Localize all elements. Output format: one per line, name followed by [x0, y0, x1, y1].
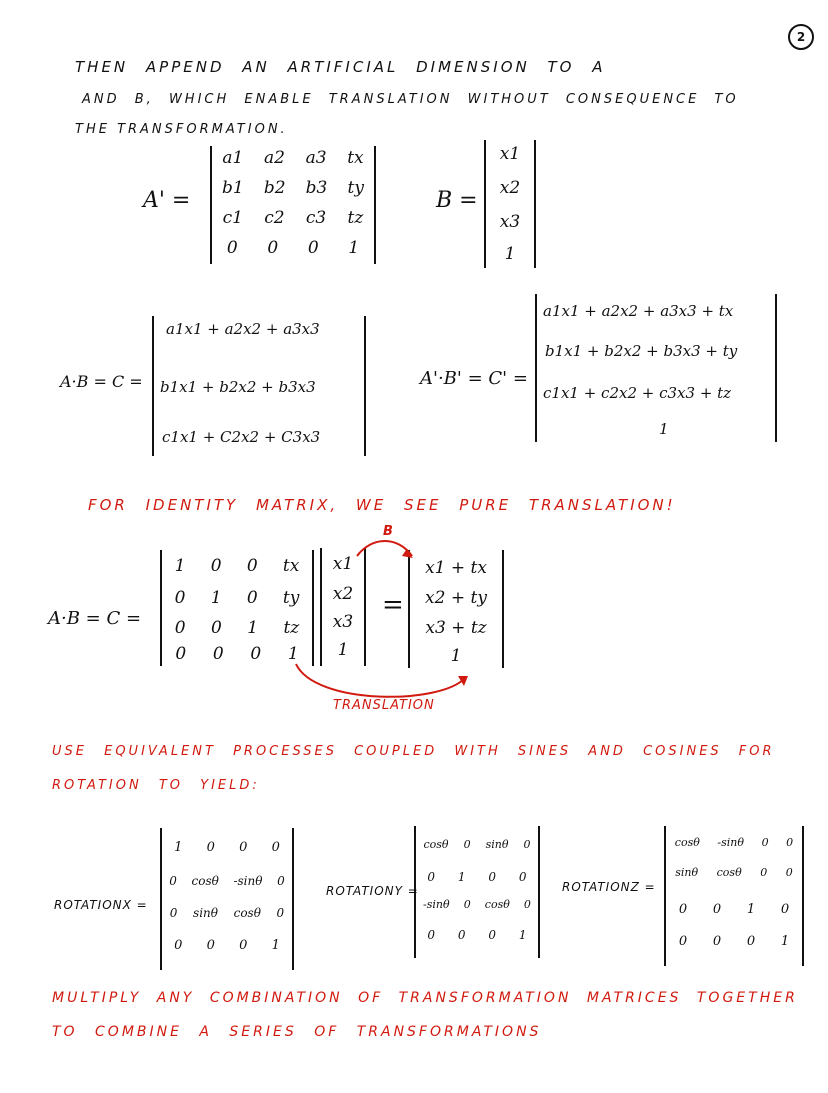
tmat-cell: 1 [210, 588, 222, 608]
intro-line-3: THE TRANSFORMATION. [75, 122, 288, 137]
aprime-cell: c3 [305, 208, 327, 228]
tvec-cell: 1 [337, 640, 349, 660]
aprime-cell: 1 [348, 238, 360, 258]
rotx-cell: 1 [271, 938, 280, 953]
arrow-top-label: B [383, 524, 396, 539]
aprime-label: A' = [143, 188, 191, 213]
aprime-cell: tz [347, 208, 364, 228]
rotz-cell: 0 [761, 836, 769, 849]
tmat-cell: 1 [287, 644, 299, 664]
tmat-cell: 0 [212, 644, 224, 664]
roty-label: ROTATIONY = [326, 884, 419, 898]
bvec-cell: x2 [499, 178, 521, 198]
aprime-cell: b2 [263, 178, 286, 198]
tmat-cell: 0 [210, 618, 222, 638]
rotz-cell: 0 [746, 934, 756, 949]
tvec-cell: x1 [332, 554, 354, 574]
roty-cell: 0 [523, 838, 531, 851]
tmat-cell: 0 [250, 644, 262, 664]
abc-row: c1x1 + C2x2 + C3x3 [162, 428, 321, 446]
aprime-cell: a2 [263, 148, 285, 168]
rotz-cell: 0 [780, 902, 790, 917]
rotx-row [162, 906, 292, 920]
roty-cell: 0 [523, 898, 531, 911]
tmat-cell: 0 [175, 644, 187, 664]
rotx-row [162, 840, 292, 855]
rotx-cell: 0 [206, 840, 215, 855]
roty-cell: sinθ [485, 838, 509, 851]
intro-line-2: AND B, WHICH ENABLE TRANSLATION WITHOUT CONSEQUENCE TO [82, 92, 739, 107]
roty-matrix [414, 826, 540, 958]
aprime-cell: c2 [264, 208, 285, 228]
rotx-cell: 0 [276, 906, 285, 920]
rotz-cell: -sinθ [717, 836, 745, 849]
tmat-cell: ty [282, 588, 300, 608]
rotx-cell: sinθ [193, 906, 218, 920]
rotx-label: ROTATIONX = [54, 898, 148, 912]
rotz-matrix [664, 826, 804, 966]
aprime-cell: 0 [226, 238, 238, 258]
rotx-matrix [160, 828, 294, 970]
tmat-cell: 0 [246, 588, 258, 608]
rotation-note-line-1: USE EQUIVALENT PROCESSES COUPLED WITH SINES AND COSINES FOR [52, 744, 775, 759]
rotx-row [162, 874, 292, 888]
aprime-cell: c1 [222, 208, 243, 228]
roty-row [416, 838, 538, 851]
aprime-cell: 0 [307, 238, 319, 258]
rotx-cell: 0 [169, 874, 177, 888]
rotz-row [666, 866, 802, 879]
bottom-arrowhead [458, 676, 468, 686]
intro-line-1: THEN APPEND AN ARTIFICIAL DIMENSION TO A [75, 58, 606, 76]
tmat-cell: 1 [174, 556, 186, 576]
rotz-row [666, 902, 802, 917]
roty-cell: -sinθ [423, 898, 450, 911]
rotx-cell: 1 [174, 840, 183, 855]
rotz-cell: 0 [712, 934, 722, 949]
identity-note: FOR IDENTITY MATRIX, WE SEE PURE TRANSLATION! [88, 496, 676, 514]
translation-label: A·B = C = [48, 608, 142, 629]
rotz-cell: cosθ [716, 866, 742, 879]
rotz-row [666, 934, 802, 949]
rotx-cell: cosθ [233, 906, 261, 920]
roty-cell: 0 [463, 838, 471, 851]
arrow-bottom-label: TRANSLATION [333, 698, 435, 713]
rotz-cell: 1 [780, 934, 790, 949]
abcprime-row: a1x1 + a2x2 + a3x3 + tx [543, 302, 734, 320]
rotation-note-line-2: ROTATION TO YIELD: [52, 778, 260, 793]
roty-cell: 0 [463, 898, 471, 911]
final-note-line-2: TO COMBINE A SERIES OF TRANSFORMATIONS [52, 1024, 542, 1040]
tres-cell: x3 + tz [425, 618, 487, 638]
tres-cell: 1 [450, 646, 462, 666]
tmat-cell: tz [283, 618, 300, 638]
roty-cell: 1 [457, 870, 466, 884]
rotz-label: ROTATIONZ = [562, 880, 656, 894]
rotz-cell: sinθ [675, 866, 699, 879]
bvec-cell: x3 [499, 212, 521, 232]
tmat-cell: 0 [174, 588, 186, 608]
rotz-cell: 0 [785, 866, 793, 879]
tres-cell: x1 + tx [425, 558, 487, 578]
aprime-cell: 0 [267, 238, 279, 258]
tmat-cell: 0 [174, 618, 186, 638]
roty-cell: cosθ [484, 898, 510, 911]
final-note-line-1: MULTIPLY ANY COMBINATION OF TRANSFORMATION MATRICES TOGETHER [52, 990, 798, 1006]
rotx-row [162, 938, 292, 953]
rotx-cell: 0 [174, 938, 183, 953]
abcprime-row: 1 [659, 420, 669, 438]
bvec-cell: 1 [504, 244, 516, 264]
roty-cell: 0 [457, 928, 466, 942]
rotx-cell: 0 [206, 938, 215, 953]
roty-row [416, 898, 538, 911]
abc-row: b1x1 + b2x2 + b3x3 [160, 378, 316, 396]
rotz-cell: 0 [678, 934, 688, 949]
rotx-cell: 0 [277, 874, 285, 888]
page-number: 2 [788, 24, 814, 50]
tres-cell: x2 + ty [425, 588, 487, 608]
abcprime-row: c1x1 + c2x2 + c3x3 + tz [543, 384, 732, 402]
rotx-cell: 0 [271, 840, 280, 855]
roty-cell: 0 [488, 928, 497, 942]
aprime-cell: ty [347, 178, 364, 198]
roty-cell: 0 [427, 870, 436, 884]
roty-cell: 0 [427, 928, 436, 942]
tmat-cell: tx [282, 556, 300, 576]
roty-cell: cosθ [423, 838, 449, 851]
rotx-cell: 0 [239, 840, 248, 855]
rotx-cell: 0 [239, 938, 248, 953]
tmat-cell: 1 [247, 618, 259, 638]
aprime-cell: a1 [222, 148, 244, 168]
rotz-cell: 0 [760, 866, 768, 879]
tmat-cell: 0 [210, 556, 222, 576]
tvec-cell: x3 [332, 612, 354, 632]
rotz-cell: 0 [678, 902, 688, 917]
abc-row: a1x1 + a2x2 + a3x3 [166, 320, 320, 338]
tmat-cell: 0 [246, 556, 258, 576]
aprime-cell: a3 [305, 148, 327, 168]
roty-cell: 1 [518, 928, 527, 942]
bottom-arrow [296, 664, 465, 697]
abc-label: A·B = C = [60, 372, 143, 391]
roty-row [416, 870, 538, 884]
rotz-cell: 0 [712, 902, 722, 917]
rotx-cell: 0 [169, 906, 178, 920]
rotz-cell: 0 [786, 836, 794, 849]
abcprime-row: b1x1 + b2x2 + b3x3 + ty [545, 342, 738, 360]
bvec-label: B = [436, 188, 478, 213]
rotx-cell: -sinθ [233, 874, 263, 888]
rotz-cell: 1 [746, 902, 756, 917]
abcprime-label: A'·B' = C' = [420, 368, 528, 389]
rotx-cell: cosθ [191, 874, 219, 888]
translation-equals: = [382, 590, 404, 620]
roty-row [416, 928, 538, 942]
bvec-cell: x1 [499, 144, 521, 164]
aprime-cell: b1 [222, 178, 244, 198]
aprime-cell: b3 [305, 178, 328, 198]
roty-cell: 0 [488, 870, 497, 884]
tvec-cell: x2 [332, 584, 354, 604]
rotz-row [666, 836, 802, 849]
roty-cell: 0 [518, 870, 527, 884]
aprime-cell: tx [347, 148, 364, 168]
rotz-cell: cosθ [674, 836, 700, 849]
